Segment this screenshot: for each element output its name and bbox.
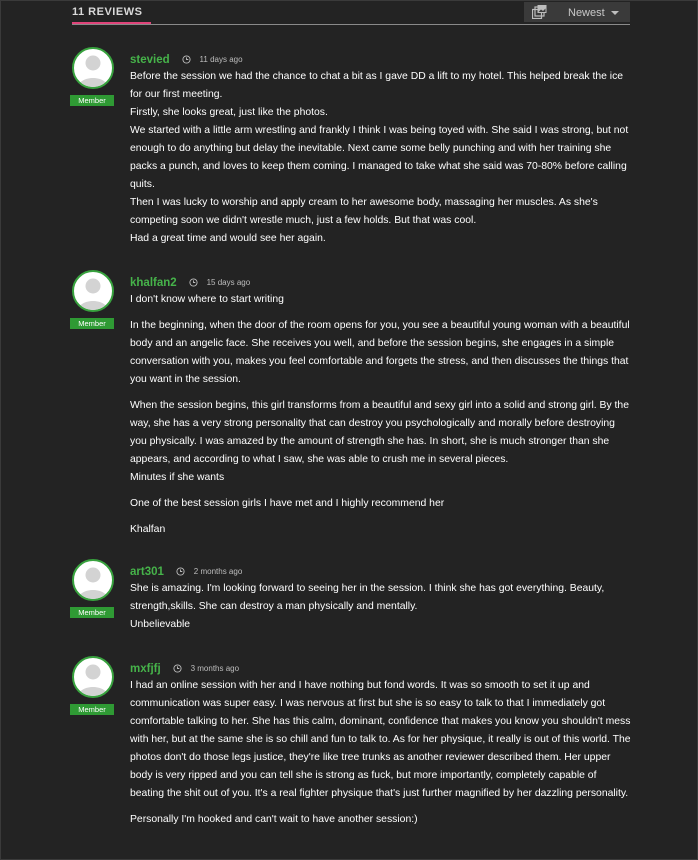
clock-icon [189, 278, 198, 287]
review-paragraph: When the session begins, this girl transforms from a beautiful and sexy girl into a solid and strong girl. By the way, she has a very strong personality that can destroy you psychologically and morally before destroying you physically. I was amazed by the amount of strength she has. In short, she is much stronger than she appears, and according to what I saw, she was able to crush me in several pieces. Minutes if she wants [130, 400, 629, 483]
review-body [130, 677, 632, 829]
review-paragraph: I had an online session with her and I have nothing but fond words. It was so smooth to set it up and communication was super easy. I was nervous at first but she is so easy to talk to that I immediately got comfortable talking to her. She has this calm, dominant, confidence that makes you know you shouldn't mess with her, but at the same she is so chill and fun to talk to. As for her physique, it really is out of this world. The photos don't do those legs justice, they're like tree trunks as another reviewer described them. Her upper body is very ripped and you can tell she is strong as fuck, but more importantly, completely capable of beating the shit out of you. It's a real fighter physique that's just further magnified by her dazzling personality. [130, 680, 631, 799]
reviews-header [72, 0, 630, 25]
active-tab-underline [72, 22, 151, 24]
review-timestamp: 15 days ago [206, 278, 251, 288]
review-signature: Khalfan [130, 524, 166, 535]
user-avatar-icon [74, 49, 112, 87]
avatar[interactable] [72, 559, 114, 601]
review-timestamp: 3 months ago [190, 664, 240, 674]
review-username[interactable]: art301 [130, 565, 164, 578]
review-body [130, 580, 632, 634]
avatar[interactable] [72, 47, 114, 89]
review-paragraph: Personally I'm hooked and can't wait to have another session:) [130, 814, 418, 825]
review-body [130, 291, 632, 539]
review-paragraph: She is amazing. I'm looking forward to seeing her in the session. I think she has got everything. Beauty, strength,skills. She can destroy a man physically and mentally. Unbelievable [130, 583, 605, 630]
review-paragraph: Before the session we had the chance to chat a bit as I gave DD a lift to my hotel. This helped break the ice for our first meeting. Firstly, she looks great, just like the photos. We started with a little arm wrestling and frankly I think I was being toyed with. She said I was strong, but not enough to do anything but delay the inevitable. Next came some belly punching and with her training she packs a punch, and loves to keep them coming. I managed to take what she said was 70-80% before calling quits. Then I was lucky to worship and apply cream to her awesome body, massaging her muscles. As she's competing soon we didn't wrestle much, just a few holds. But that was cool. Had a great time and would see her again. [130, 71, 629, 244]
review-username[interactable]: stevied [130, 53, 170, 66]
user-avatar-icon [74, 272, 112, 310]
clock-icon [173, 664, 182, 673]
review-paragraph: In the beginning, when the door of the room opens for you, you see a beautiful young woman with a beautiful body and an angelic face. She receives you well, and before the session begins, she engages in a simple conversation with you, makes you feel comfortable and forgets the stress, and then discusses the things that you want in the session. [130, 320, 630, 385]
member-badge: Member [70, 704, 114, 715]
review-username[interactable]: khalfan2 [130, 276, 177, 289]
user-avatar-icon [74, 658, 112, 696]
clock-icon [182, 55, 191, 64]
review-paragraph: I don't know where to start writing [130, 294, 284, 305]
avatar[interactable] [72, 656, 114, 698]
avatar[interactable] [72, 270, 114, 312]
sort-dropdown[interactable] [524, 2, 630, 22]
member-badge: Member [70, 607, 114, 618]
review-body [130, 68, 632, 248]
clock-icon [176, 567, 185, 576]
review-username[interactable]: mxfjfj [130, 662, 161, 675]
review-count: 11 REVIEWS [72, 6, 143, 18]
chevron-down-icon [611, 11, 619, 15]
gallery-icon[interactable] [532, 5, 547, 19]
member-badge: Member [70, 318, 114, 329]
review-timestamp: 11 days ago [199, 55, 243, 65]
review-paragraph: One of the best session girls I have met and I highly recommend her [130, 498, 445, 509]
sort-label: Newest [568, 7, 605, 19]
member-badge: Member [70, 95, 114, 106]
user-avatar-icon [74, 561, 112, 599]
review-timestamp: 2 months ago [193, 567, 243, 577]
